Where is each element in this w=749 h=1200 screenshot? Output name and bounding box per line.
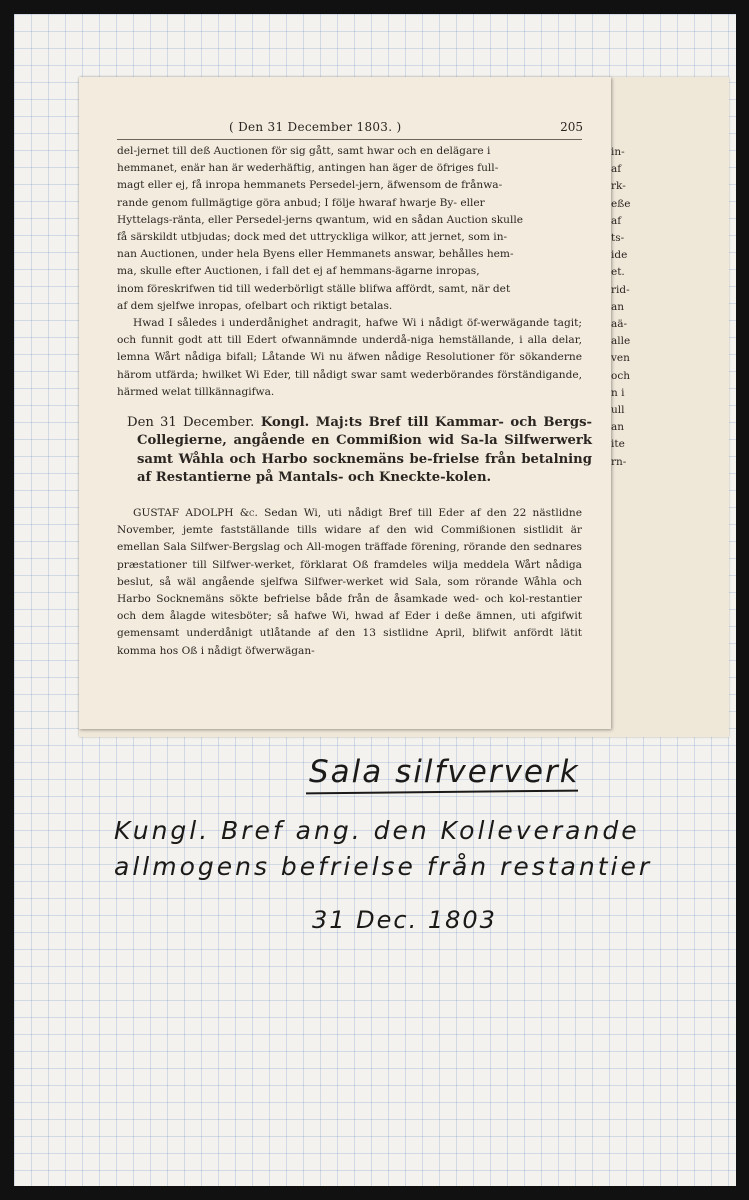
adjacent-text-fragment: af <box>611 163 622 176</box>
handwritten-note-line: Kungl. Bref ang. den Kolleverande <box>114 816 640 845</box>
adjacent-text-fragment: af <box>611 214 622 227</box>
adjacent-text-fragment: ts- <box>611 232 625 245</box>
letter-salutation: GUSTAF ADOLPH &c. <box>133 507 258 519</box>
page-number: 205 <box>560 120 583 134</box>
adjacent-text-fragment: eße <box>611 197 631 210</box>
adjacent-text-fragment: an <box>611 421 625 434</box>
section-date: Den 31 December. <box>127 415 255 430</box>
text-line: Hyttelags-ränta, eller Persedel-jerns qwantum, wid en sådan Auction skulle <box>117 213 524 226</box>
adjacent-text-fragment: n i <box>611 386 625 399</box>
text-line: magt eller ej, få inropa hemmanets Persedel-jern, äfwensom de frånwa- <box>117 179 503 192</box>
text-line: inom föreskrifwen tid till wederbörligt ställe blifwa affördt, samt, när det <box>117 282 511 295</box>
archive-sheet <box>14 14 736 1186</box>
section-heading <box>127 414 592 488</box>
header-rule <box>117 139 582 140</box>
adjacent-column-text <box>611 144 671 471</box>
adjacent-text-fragment: alle <box>611 335 631 348</box>
handwritten-date: 31 Dec. 1803 <box>312 906 497 934</box>
adjacent-text-fragment: rk- <box>611 180 626 193</box>
body-text <box>117 143 582 401</box>
adjacent-text-fragment: aä- <box>611 318 628 331</box>
text-line: ma, skulle efter Auctionen, i fall det ej af hemmans-ägarne inropas, <box>117 265 480 278</box>
handwritten-note-line: allmogens befrielse från restantier <box>114 852 653 881</box>
text-line: hemmanet, enär han är wederhäftig, antingen han äger de öfriges full- <box>117 162 499 175</box>
adjacent-text-fragment: an <box>611 300 625 313</box>
adjacent-text-fragment: et. <box>611 266 625 279</box>
adjacent-text-fragment: ven <box>611 352 630 365</box>
adjacent-text-fragment: rid- <box>611 283 630 296</box>
text-line: nan Auctionen, under hela Byens eller Hemmanets answar, behålles hem- <box>117 248 514 261</box>
paragraph: Hwad I således i underdånighet andragit, hafwe Wi i nådigt öf-werwägande tagit; och funnit godt att till Edert ofwannämnde underdå-niga hemställande, i alla delar, lemna Wårt nådiga bifall; Låtande Wi nu äfwen nådige Resolutioner för sökanderne härom utfärda; hwilket Wi Eder, till nådigt swar samt wederbörandes förständigande, härmed welat tillkännagifwa. <box>117 317 582 398</box>
text-line: del-jernet till deß Auctionen för sig gått, samt hwar och en delägare i <box>117 145 491 157</box>
adjacent-text-fragment: ide <box>611 249 628 262</box>
text-line: få särskildt utbjudas; dock med det uttryckliga wilkor, att jernet, som in- <box>117 231 508 244</box>
text-line: af dem sjelfwe inropas, ofelbart och riktigt betalas. <box>117 299 393 312</box>
adjacent-text-fragment: rn- <box>611 455 627 468</box>
text-line: rande genom fullmägtige göra anbud; I följe hwaraf hwarje By- eller <box>117 196 485 209</box>
handwritten-title: Sala silfververk <box>309 754 580 790</box>
letter-text <box>117 505 582 660</box>
newspaper-clipping <box>79 77 611 729</box>
adjacent-text-fragment: ite <box>611 438 625 451</box>
adjacent-text-fragment: in- <box>611 146 625 158</box>
section-title: Kongl. Maj:ts Bref till Kammar- och Bergs-Collegierne, angående en Commißion wid Sa-la Silfwerwerk samt Wåhla och Harbo socknemäns be-frielse från betalning af Restantierne på Mantals- och Kneckte-kolen. <box>137 415 592 486</box>
page-header <box>79 120 611 136</box>
adjacent-text-fragment: och <box>611 369 630 382</box>
adjacent-text-fragment: ull <box>611 404 625 417</box>
running-head: ( Den 31 December 1803. ) <box>229 120 402 134</box>
title-underline <box>306 790 578 795</box>
letter-body: Sedan Wi, uti nådigt Bref till Eder af den 22 nästlidne November, jemte fastställande tills widare af den wid Commißionen sistlidit är emellan Sala Silfwer-Bergslag och All-mogen träffade förening, rörande den sednares præstationer till Silfwer-werket, förklarat Oß framdeles wilja meddela Wårt nådiga beslut, så wäl angående sjelfwa Silfwer-werket wid Sala, som rörande Wåhla och Harbo Socknemäns sökte befrielse både från de åsamkade wed- och kol-restantier och dem ålagde witesböter; så hafwe Wi, hwad af Eder i deße ämnen, uti afgifwit gemensamt underdånigt utlåtande af den 13 sistlidne April, blifwit anfördt lätit komma hos Oß i nådigt öfwerwägan- <box>117 507 582 657</box>
